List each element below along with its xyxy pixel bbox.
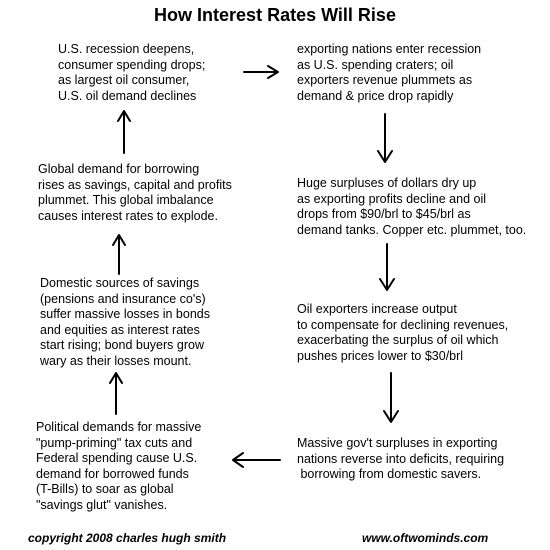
step-us-recession: U.S. recession deepens, consumer spending drops; as largest oil consumer, U.S. oil demand declines bbox=[58, 42, 206, 103]
arrow-up-3 bbox=[118, 111, 130, 153]
arrow-right-top bbox=[244, 66, 278, 78]
arrow-up-1 bbox=[110, 373, 122, 414]
step-exporting-nations-recession: exporting nations enter recession as U.S. spending craters; oil exporters revenue plummets as demand & price drop rapidly bbox=[297, 42, 482, 103]
arrow-down-2 bbox=[380, 244, 394, 290]
step-dollar-surpluses-dry-up: Huge surpluses of dollars dry up as exporting profits decline and oil drops from $90/brl to $45/brl as demand tanks. Copper etc. plummet, too. bbox=[297, 176, 527, 237]
arrow-left-bottom bbox=[233, 453, 280, 467]
arrow-down-3 bbox=[384, 373, 398, 422]
step-political-demands: Political demands for massive "pump-priming" tax cuts and Federal spending cause U.S. demand for borrowed funds (T-Bills) to soar as global "savings glut" vanishes. bbox=[36, 420, 202, 512]
copyright-text: copyright 2008 charles hugh smith bbox=[28, 531, 227, 545]
arrow-up-2 bbox=[113, 235, 125, 274]
step-domestic-savings-losses: Domestic sources of savings (pensions and insurance co's) suffer massive losses in bonds and equities as interest rates start rising; bond buyers grow wary as their losses mount. bbox=[40, 276, 210, 368]
arrow-down-1 bbox=[378, 114, 392, 162]
step-oil-exporters-increase-output: Oil exporters increase output to compensate for declining revenues, exacerbating the surplus of oil which pushes prices lower to $30/brl bbox=[297, 302, 509, 363]
step-global-demand-borrowing: Global demand for borrowing rises as savings, capital and profits plummet. This global imbalance causes interest rates to explode. bbox=[38, 162, 232, 223]
website-text: www.oftwominds.com bbox=[362, 531, 489, 545]
diagram-title: How Interest Rates Will Rise bbox=[154, 5, 396, 25]
step-surpluses-reverse-to-deficits: Massive gov't surpluses in exporting nations reverse into deficits, requiring borrowing from domestic savers. bbox=[297, 436, 505, 481]
